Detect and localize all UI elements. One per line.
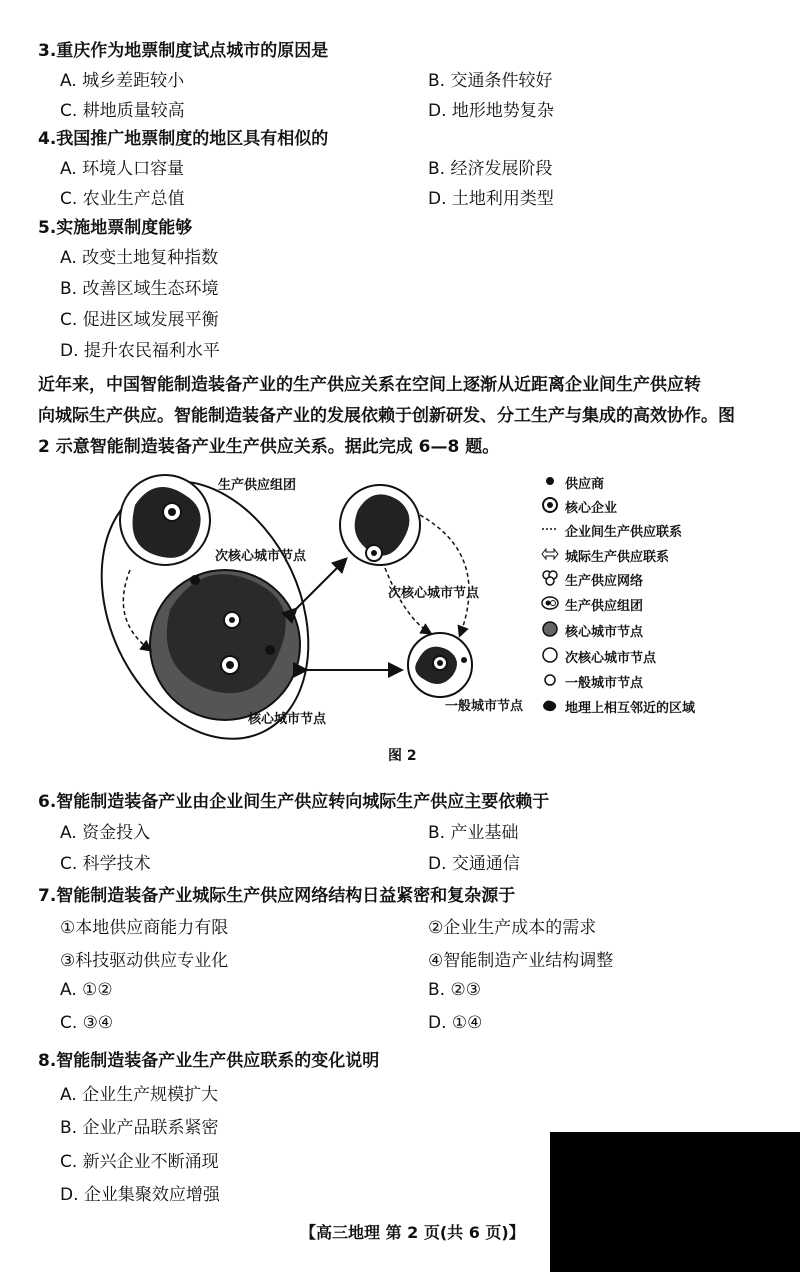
question-3-stem: 3.重庆作为地票制度试点城市的原因是 [38, 41, 329, 61]
q7-option-d: D. ①④ [428, 1013, 483, 1033]
question-5-stem: 5.实施地票制度能够 [38, 218, 193, 238]
enterprise-link-1 [123, 570, 150, 650]
q5-option-d: D. 提升农民福利水平 [60, 341, 220, 361]
enterprise-link-3 [420, 515, 469, 635]
q6-option-a: A. 资金投入 [60, 823, 151, 843]
q6-option-c: C. 科学技术 [60, 854, 151, 874]
network-icon [540, 569, 560, 587]
core-enterprise-icon [540, 496, 560, 514]
q4-option-b: B. 经济发展阶段 [428, 159, 553, 179]
label-sub-core-1: 次核心城市节点 [215, 549, 307, 564]
q5-option-c: C. 促进区域发展平衡 [60, 310, 219, 330]
q4-option-c: C. 农业生产总值 [60, 189, 185, 209]
label-cluster: 生产供应组团 [218, 478, 297, 493]
page-footer: 【高三地理 第 2 页(共 6 页)】 [300, 1223, 525, 1242]
q3-option-c: C. 耕地质量较高 [60, 101, 185, 121]
question-7-stem: 7.智能制造装备产业城际生产供应网络结构日益紧密和复杂源于 [38, 886, 516, 906]
q8-option-a: A. 企业生产规模扩大 [60, 1085, 219, 1105]
q8-option-c: C. 新兴企业不断涌现 [60, 1152, 219, 1172]
q3-option-b: B. 交通条件较好 [428, 71, 553, 91]
legend-core-enterprise: 核心企业 [565, 501, 618, 516]
legend-cluster: 生产供应组团 [565, 599, 644, 614]
q6-option-b: B. 产业基础 [428, 823, 519, 843]
q7-statement-2: ②企业生产成本的需求 [428, 918, 597, 938]
legend-enterprise-link: 企业间生产供应联系 [565, 525, 683, 540]
sub-core-node-icon [540, 646, 560, 664]
q7-statement-4: ④智能制造产业结构调整 [428, 951, 614, 971]
supplier-dot-icon [540, 472, 560, 490]
label-sub-core-2: 次核心城市节点 [388, 586, 480, 601]
label-general: 一般城市节点 [445, 699, 524, 714]
legend-general-node: 一般城市节点 [565, 676, 644, 691]
legend-supplier: 供应商 [565, 477, 605, 492]
label-core: 核心城市节点 [248, 712, 327, 727]
intro-line-1: 近年来，中国智能制造装备产业的生产供应关系在空间上逐渐从近距离企业间生产供应转 [38, 375, 701, 395]
q7-option-c: C. ③④ [60, 1013, 114, 1033]
q3-option-d: D. 地形地势复杂 [428, 101, 554, 121]
q6-option-d: D. 交通通信 [428, 854, 520, 874]
legend-sub-core-node: 次核心城市节点 [565, 651, 657, 666]
double-arrow-icon [540, 545, 560, 563]
question-4-stem: 4.我国推广地票制度的地区具有相似的 [38, 129, 329, 149]
region-blob-icon [540, 696, 560, 714]
core-node-icon [540, 620, 560, 638]
q8-option-d: D. 企业集聚效应增强 [60, 1185, 220, 1205]
q3-option-a: A. 城乡差距较小 [60, 71, 185, 91]
intro-line-3: 2 示意智能制造装备产业生产供应关系。据此完成 6—8 题。 [38, 437, 500, 457]
question-8-stem: 8.智能制造装备产业生产供应联系的变化说明 [38, 1051, 380, 1071]
q5-option-a: A. 改变土地复种指数 [60, 248, 219, 268]
general-node-icon [540, 671, 560, 689]
legend-core-node: 核心城市节点 [565, 625, 644, 640]
legend-intercity-link: 城际生产供应联系 [565, 550, 670, 565]
q7-statement-1: ①本地供应商能力有限 [60, 918, 229, 938]
intro-line-2: 向城际生产供应。智能制造装备产业的发展依赖于创新研发、分工生产与集成的高效协作。图 [38, 406, 735, 426]
q7-option-b: B. ②③ [428, 980, 481, 1000]
q7-statement-3: ③科技驱动供应专业化 [60, 951, 229, 971]
legend-region: 地理上相互邻近的区域 [565, 701, 696, 716]
q7-option-a: A. ①② [60, 980, 113, 1000]
q4-option-d: D. 土地利用类型 [428, 189, 554, 209]
redacted-block [550, 1132, 800, 1272]
intercity-link-1 [295, 560, 345, 610]
q8-option-b: B. 企业产品联系紧密 [60, 1118, 219, 1138]
legend-network: 生产供应网络 [565, 574, 644, 589]
q5-option-b: B. 改善区域生态环境 [60, 279, 219, 299]
cluster-icon [540, 594, 560, 612]
dashed-arrow-icon [540, 520, 560, 538]
q4-option-a: A. 环境人口容量 [60, 159, 185, 179]
figure-caption: 图 2 [388, 748, 417, 764]
question-6-stem: 6.智能制造装备产业由企业间生产供应转向城际生产供应主要依赖于 [38, 792, 550, 812]
